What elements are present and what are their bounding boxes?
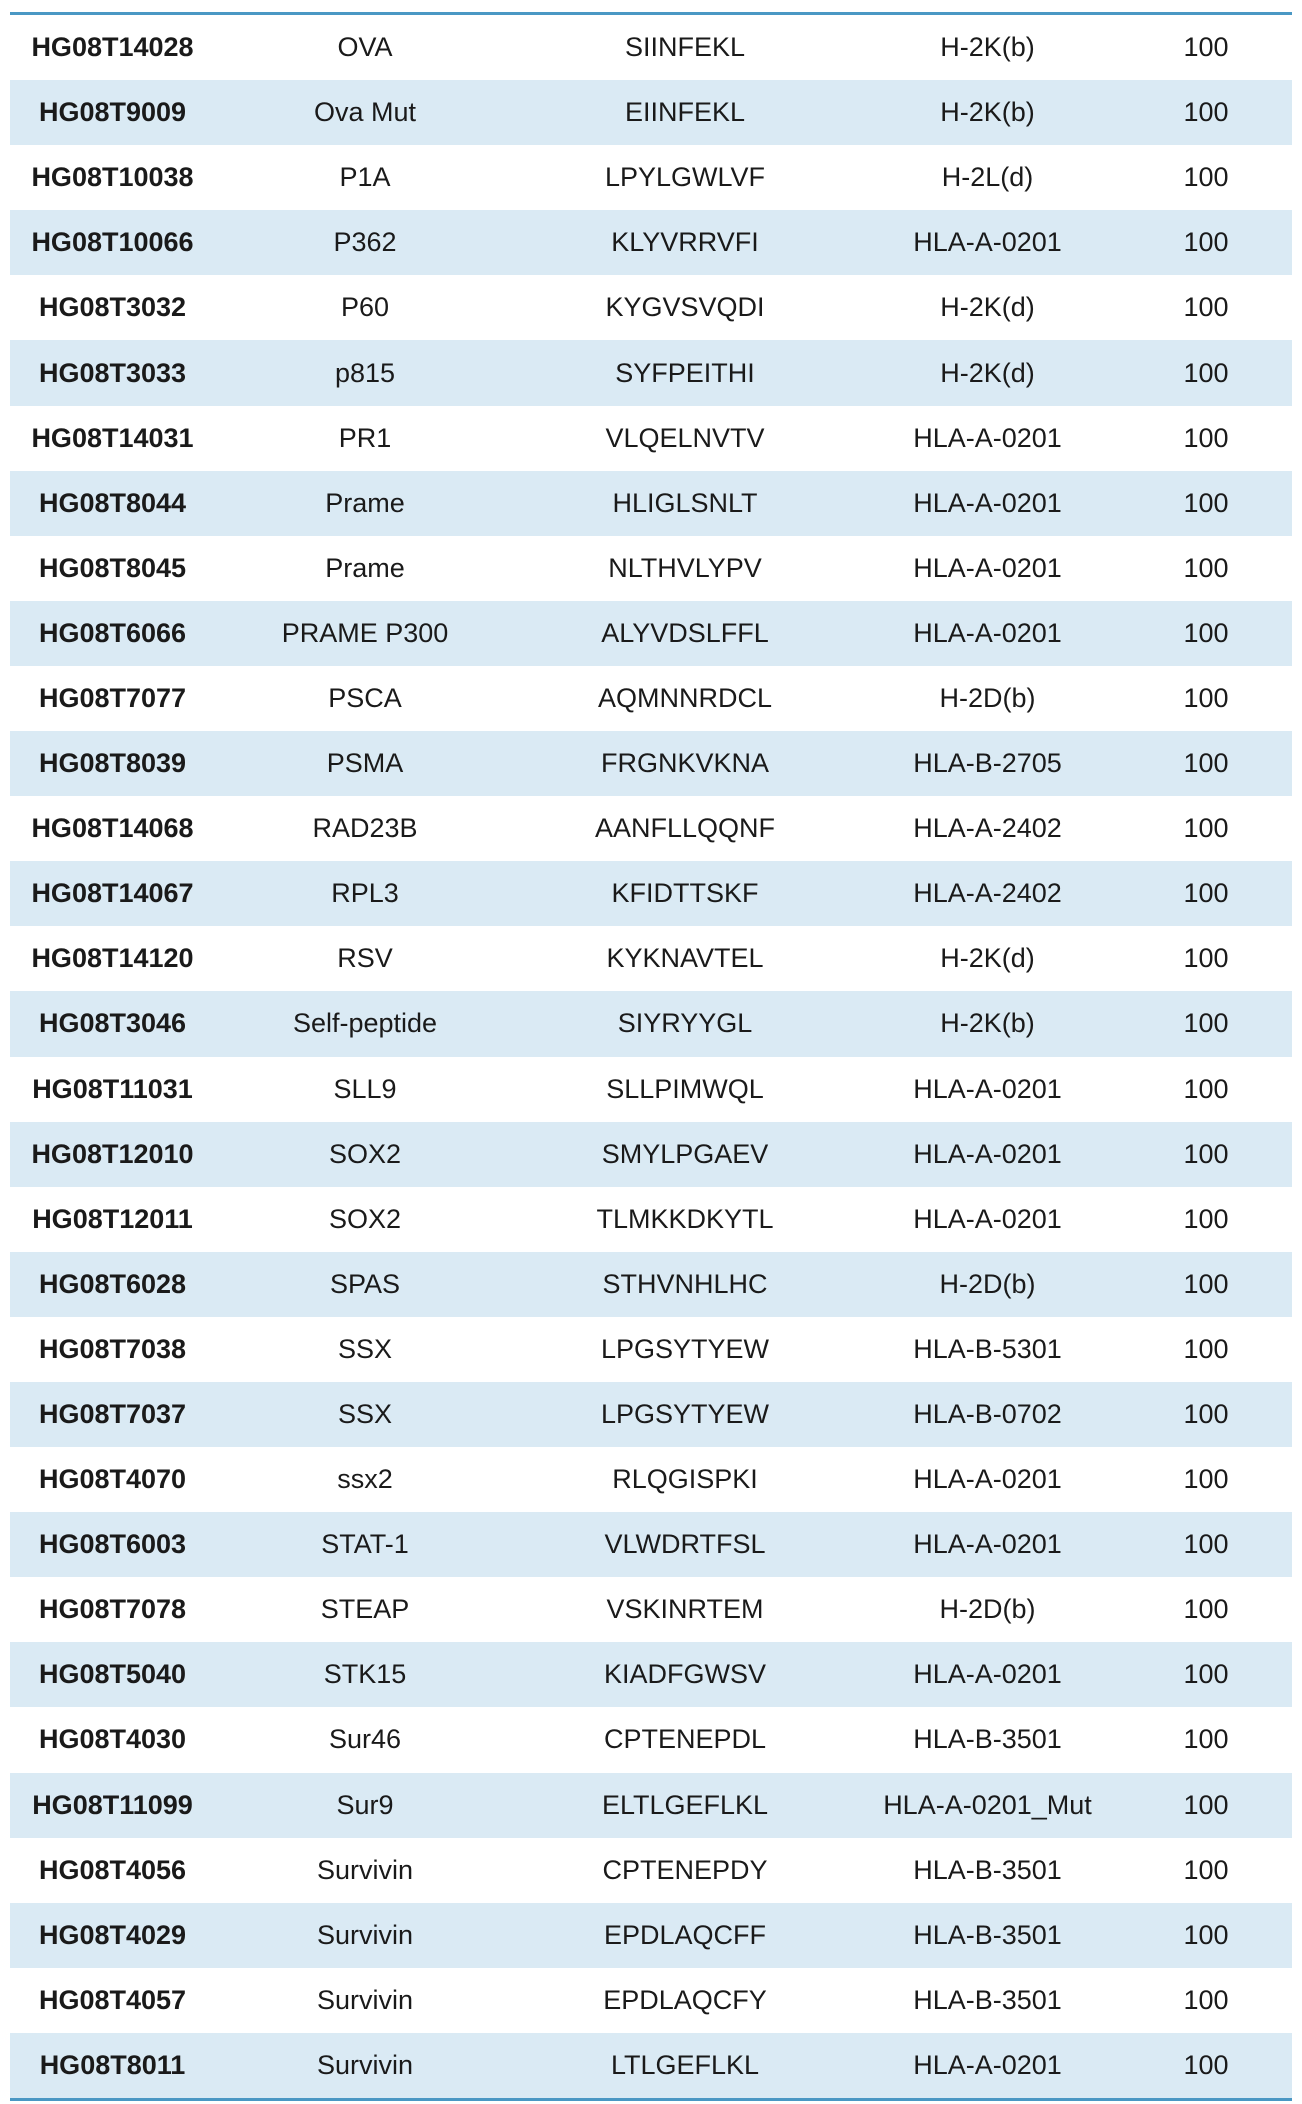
- cell-allele: HLA-A-0201: [913, 422, 1062, 453]
- cell-peptide: SLLPIMWQL: [606, 1073, 764, 1104]
- cell-allele: H-2D(b): [939, 1594, 1036, 1625]
- cell-value: 100: [1183, 1464, 1229, 1495]
- table-row: [10, 1317, 1292, 1382]
- cell-catalog-id: HG08T4030: [38, 1724, 187, 1755]
- cell-allele: HLA-B-5301: [913, 1333, 1062, 1364]
- cell-antigen: Ova Mut: [313, 97, 417, 128]
- cell-peptide: AQMNNRDCL: [597, 682, 772, 713]
- cell-allele: HLA-B-2705: [913, 748, 1062, 779]
- cell-value: 100: [1183, 292, 1229, 323]
- cell-peptide: KIADFGWSV: [603, 1659, 766, 1690]
- cell-antigen: SOX2: [328, 1138, 402, 1169]
- table-row: [10, 1447, 1292, 1512]
- cell-antigen: OVA: [337, 32, 393, 63]
- cell-antigen: Survivin: [316, 1919, 414, 1950]
- cell-catalog-id: HG08T7037: [38, 1399, 187, 1430]
- cell-allele: H-2D(b): [939, 682, 1036, 713]
- table-row: [10, 1122, 1292, 1187]
- table-row: [10, 1577, 1292, 1642]
- cell-peptide: VSKINRTEM: [606, 1594, 764, 1625]
- cell-peptide: EIINFEKL: [624, 97, 746, 128]
- table-row: [10, 1382, 1292, 1447]
- cell-catalog-id: HG08T12010: [31, 1138, 194, 1169]
- cell-value: 100: [1183, 97, 1229, 128]
- table-row: [10, 15, 1292, 80]
- cell-antigen: Prame: [325, 487, 405, 518]
- table-row: [10, 1512, 1292, 1577]
- cell-antigen: Sur46: [328, 1724, 402, 1755]
- cell-allele: H-2K(d): [940, 292, 1035, 323]
- cell-peptide: LPGSYTYEW: [600, 1333, 770, 1364]
- cell-catalog-id: HG08T11031: [32, 1073, 193, 1104]
- cell-value: 100: [1183, 1594, 1229, 1625]
- cell-catalog-id: HG08T12011: [32, 1203, 193, 1234]
- cell-peptide: CPTENEPDL: [603, 1724, 767, 1755]
- cell-value: 100: [1183, 552, 1229, 583]
- cell-allele: HLA-A-0201: [913, 1659, 1062, 1690]
- table-row: [10, 1968, 1292, 2033]
- cell-catalog-id: HG08T3046: [38, 1008, 187, 1039]
- cell-value: 100: [1183, 682, 1229, 713]
- cell-allele: HLA-A-0201: [913, 227, 1062, 258]
- cell-allele: HLA-B-3501: [913, 1854, 1062, 1885]
- cell-antigen: RPL3: [331, 878, 399, 909]
- cell-antigen: Survivin: [316, 1854, 414, 1885]
- table-row: [10, 991, 1292, 1056]
- table-row: [10, 1057, 1292, 1122]
- cell-catalog-id: HG08T7077: [38, 682, 187, 713]
- table-row: [10, 275, 1292, 340]
- cell-catalog-id: HG08T4056: [38, 1854, 187, 1885]
- cell-allele: HLA-A-0201: [913, 1073, 1062, 1104]
- cell-antigen: PSMA: [326, 748, 404, 779]
- cell-value: 100: [1183, 1138, 1229, 1169]
- cell-peptide: SIINFEKL: [624, 32, 746, 63]
- table-row: [10, 80, 1292, 145]
- cell-allele: HLA-B-0702: [913, 1399, 1062, 1430]
- cell-catalog-id: HG08T9009: [38, 97, 187, 128]
- table-row: [10, 2033, 1292, 2098]
- cell-peptide: LPYLGWLVF: [604, 162, 766, 193]
- cell-catalog-id: HG08T8045: [38, 552, 187, 583]
- cell-value: 100: [1183, 357, 1229, 388]
- cell-value: 100: [1183, 1529, 1229, 1560]
- cell-allele: HLA-A-2402: [913, 813, 1062, 844]
- cell-antigen: Prame: [325, 552, 405, 583]
- cell-allele: H-2K(d): [940, 357, 1035, 388]
- cell-allele: HLA-A-0201: [913, 2049, 1062, 2080]
- table-row: [10, 210, 1292, 275]
- cell-antigen: STAT-1: [321, 1529, 409, 1560]
- cell-catalog-id: HG08T14068: [31, 813, 194, 844]
- table-row: [10, 471, 1292, 536]
- cell-value: 100: [1183, 1854, 1229, 1885]
- cell-allele: H-2L(d): [941, 162, 1034, 193]
- cell-antigen: SSX: [337, 1399, 393, 1430]
- cell-peptide: LPGSYTYEW: [600, 1399, 770, 1430]
- cell-antigen: RSV: [337, 943, 393, 974]
- cell-value: 100: [1183, 1008, 1229, 1039]
- cell-peptide: KYKNAVTEL: [606, 943, 764, 974]
- cell-value: 100: [1183, 422, 1229, 453]
- cell-value: 100: [1183, 1724, 1229, 1755]
- cell-antigen: SOX2: [328, 1203, 402, 1234]
- table-row: [10, 1773, 1292, 1838]
- cell-peptide: TLMKKDKYTL: [596, 1203, 774, 1234]
- cell-value: 100: [1183, 487, 1229, 518]
- cell-catalog-id: HG08T3033: [38, 357, 187, 388]
- cell-antigen: Survivin: [316, 1984, 414, 2015]
- cell-value: 100: [1183, 1333, 1229, 1364]
- peptide-table: [10, 12, 1292, 2101]
- cell-antigen: STEAP: [320, 1594, 410, 1625]
- cell-catalog-id: HG08T14067: [31, 878, 194, 909]
- cell-antigen: Survivin: [316, 2049, 414, 2080]
- cell-catalog-id: HG08T4029: [38, 1919, 187, 1950]
- cell-catalog-id: HG08T4057: [38, 1984, 187, 2015]
- table-row: [10, 1252, 1292, 1317]
- cell-allele: H-2K(b): [940, 1008, 1035, 1039]
- cell-peptide: SIYRYYGL: [617, 1008, 753, 1039]
- table-row: [10, 536, 1292, 601]
- cell-value: 100: [1183, 943, 1229, 974]
- cell-catalog-id: HG08T6066: [38, 617, 187, 648]
- cell-value: 100: [1183, 1399, 1229, 1430]
- cell-antigen: p815: [334, 357, 396, 388]
- table-row: [10, 1642, 1292, 1707]
- cell-antigen: P60: [340, 292, 390, 323]
- cell-allele: H-2K(d): [940, 943, 1035, 974]
- cell-allele: H-2D(b): [939, 1268, 1036, 1299]
- cell-catalog-id: HG08T10038: [31, 162, 194, 193]
- cell-peptide: SMYLPGAEV: [601, 1138, 769, 1169]
- cell-antigen: Self-peptide: [292, 1008, 438, 1039]
- cell-peptide: NLTHVLYPV: [608, 552, 762, 583]
- cell-antigen: RAD23B: [312, 813, 418, 844]
- cell-allele: HLA-B-3501: [913, 1724, 1062, 1755]
- cell-peptide: SYFPEITHI: [615, 357, 755, 388]
- cell-value: 100: [1183, 1203, 1229, 1234]
- cell-allele: HLA-A-0201: [913, 552, 1062, 583]
- cell-antigen: PRAME P300: [281, 617, 449, 648]
- cell-peptide: EPDLAQCFF: [603, 1919, 767, 1950]
- cell-catalog-id: HG08T14120: [31, 943, 194, 974]
- cell-allele: HLA-A-0201: [913, 617, 1062, 648]
- cell-antigen: SSX: [337, 1333, 393, 1364]
- cell-catalog-id: HG08T5040: [38, 1659, 187, 1690]
- cell-peptide: CPTENEPDY: [602, 1854, 768, 1885]
- cell-value: 100: [1183, 748, 1229, 779]
- cell-catalog-id: HG08T7078: [38, 1594, 187, 1625]
- cell-allele: HLA-A-0201: [913, 1529, 1062, 1560]
- cell-catalog-id: HG08T6028: [38, 1268, 187, 1299]
- cell-antigen: SPAS: [329, 1268, 401, 1299]
- table-row: [10, 1838, 1292, 1903]
- table-row: [10, 1903, 1292, 1968]
- table-row: [10, 926, 1292, 991]
- cell-value: 100: [1183, 1789, 1229, 1820]
- cell-antigen: SLL9: [333, 1073, 397, 1104]
- cell-antigen: PR1: [338, 422, 392, 453]
- cell-peptide: EPDLAQCFY: [603, 1984, 767, 2015]
- cell-peptide: KLYVRRVFI: [611, 227, 759, 258]
- cell-antigen: P362: [333, 227, 397, 258]
- cell-peptide: KYGVSVQDI: [605, 292, 765, 323]
- cell-value: 100: [1183, 1919, 1229, 1950]
- table-row: [10, 406, 1292, 471]
- cell-value: 100: [1183, 1659, 1229, 1690]
- cell-catalog-id: HG08T4070: [38, 1464, 187, 1495]
- cell-catalog-id: HG08T14031: [31, 422, 194, 453]
- cell-peptide: ELTLGEFLKL: [601, 1789, 769, 1820]
- cell-value: 100: [1183, 617, 1229, 648]
- cell-antigen: STK15: [323, 1659, 407, 1690]
- table-row: [10, 861, 1292, 926]
- cell-value: 100: [1183, 32, 1229, 63]
- cell-allele: H-2K(b): [940, 32, 1035, 63]
- table-row: [10, 731, 1292, 796]
- cell-allele: HLA-B-3501: [913, 1919, 1062, 1950]
- cell-catalog-id: HG08T14028: [31, 32, 194, 63]
- table-row: [10, 601, 1292, 666]
- cell-value: 100: [1183, 2049, 1229, 2080]
- cell-catalog-id: HG08T8039: [38, 748, 187, 779]
- cell-catalog-id: HG08T10066: [31, 227, 194, 258]
- table-row: [10, 1187, 1292, 1252]
- cell-catalog-id: HG08T11099: [32, 1789, 193, 1820]
- cell-peptide: VLWDRTFSL: [604, 1529, 766, 1560]
- table-row: [10, 145, 1292, 210]
- cell-antigen: P1A: [339, 162, 391, 193]
- cell-allele: HLA-A-0201_Mut: [883, 1789, 1092, 1820]
- cell-allele: HLA-A-0201: [913, 487, 1062, 518]
- cell-allele: HLA-A-0201: [913, 1203, 1062, 1234]
- table-row: [10, 340, 1292, 405]
- cell-antigen: Sur9: [336, 1789, 394, 1820]
- cell-peptide: KFIDTTSKF: [611, 878, 759, 909]
- cell-value: 100: [1183, 1073, 1229, 1104]
- cell-value: 100: [1183, 878, 1229, 909]
- table-row: [10, 666, 1292, 731]
- cell-antigen: PSCA: [328, 682, 402, 713]
- cell-value: 100: [1183, 1984, 1229, 2015]
- cell-value: 100: [1183, 162, 1229, 193]
- cell-value: 100: [1183, 1268, 1229, 1299]
- cell-catalog-id: HG08T8044: [38, 487, 187, 518]
- cell-catalog-id: HG08T8011: [39, 2049, 186, 2080]
- cell-peptide: STHVNHLHC: [602, 1268, 768, 1299]
- cell-peptide: HLIGLSNLT: [612, 487, 758, 518]
- cell-peptide: LTLGEFLKL: [610, 2049, 760, 2080]
- cell-catalog-id: HG08T6003: [38, 1529, 187, 1560]
- cell-peptide: VLQELNVTV: [605, 422, 765, 453]
- cell-catalog-id: HG08T3032: [38, 292, 187, 323]
- cell-catalog-id: HG08T7038: [38, 1333, 187, 1364]
- table-row: [10, 1707, 1292, 1772]
- cell-allele: H-2K(b): [940, 97, 1035, 128]
- cell-value: 100: [1183, 227, 1229, 258]
- cell-peptide: ALYVDSLFFL: [601, 617, 769, 648]
- table-row: [10, 796, 1292, 861]
- cell-value: 100: [1183, 813, 1229, 844]
- cell-allele: HLA-B-3501: [913, 1984, 1062, 2015]
- cell-allele: HLA-A-0201: [913, 1138, 1062, 1169]
- cell-peptide: AANFLLQQNF: [594, 813, 776, 844]
- cell-allele: HLA-A-2402: [913, 878, 1062, 909]
- cell-peptide: RLQGISPKI: [612, 1464, 758, 1495]
- cell-peptide: FRGNKVKNA: [600, 748, 770, 779]
- cell-allele: HLA-A-0201: [913, 1464, 1062, 1495]
- cell-antigen: ssx2: [337, 1464, 393, 1495]
